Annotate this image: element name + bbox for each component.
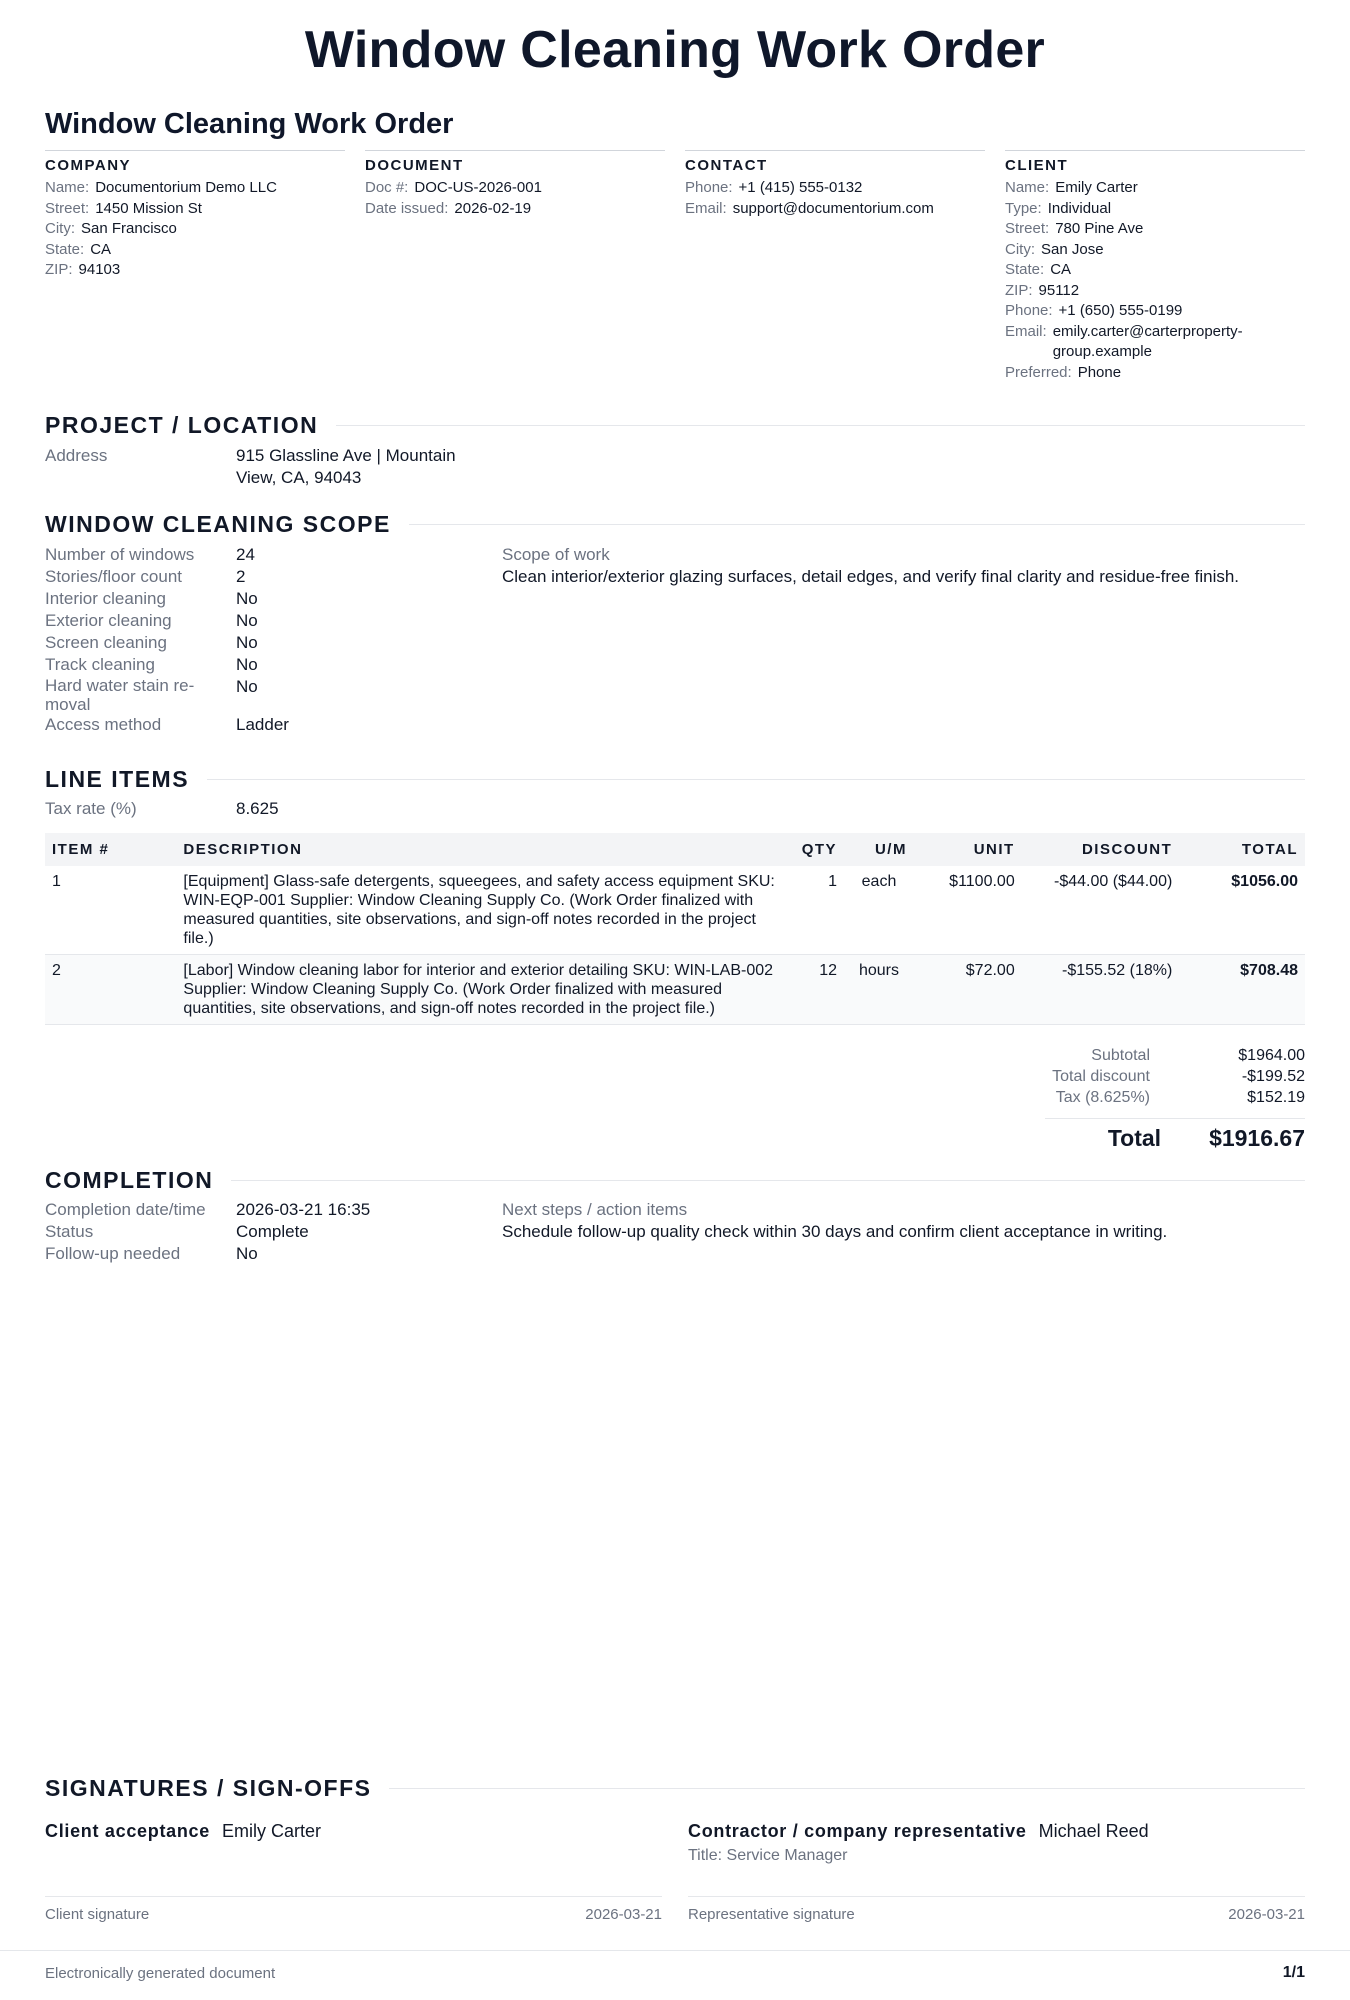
field-value: 1450 Mission St <box>95 199 202 217</box>
client-signature-block <box>45 1819 662 1929</box>
section-title: COMPLETION <box>45 1167 214 1193</box>
representative-signature-block <box>688 1819 1305 1929</box>
line-items-table <box>45 833 1305 1025</box>
subtotal-row <box>900 1045 1305 1066</box>
line-items-section-header <box>45 766 1305 793</box>
field-value: Emily Carter <box>1055 179 1138 196</box>
field-label: Access method <box>45 715 162 734</box>
client-street-row <box>1005 219 1305 240</box>
tax-rate-row <box>45 798 279 820</box>
field-value: +1 (650) 555-0199 <box>1058 302 1183 319</box>
field-label: Stories/floor count <box>45 567 183 586</box>
signatures-section-header <box>45 1775 1305 1802</box>
contact-heading: CONTACT <box>685 157 768 174</box>
scope-field-row <box>45 676 289 714</box>
client-heading: CLIENT <box>1005 157 1069 174</box>
item-discount: -$155.52 (18%) <box>1022 955 1180 1025</box>
field-label: Phone: <box>1005 302 1053 319</box>
field-value: 2 <box>236 567 246 586</box>
scope-of-work-text: Clean interior/exterior glazing surfaces, detail edges, and verify final clarity and residue-free finish. <box>502 567 1240 586</box>
contact-phone-row <box>685 178 985 199</box>
field-value: No <box>236 655 258 674</box>
item-description: [Equipment] Glass-safe detergents, squeegees, and safety access equipment SKU: WIN-EQP-001 Supplier: Window Cleaning Supply Co. (Work Order finalized with measured quantities, site observations, and sign-off notes recorded in the project file.) <box>176 866 794 955</box>
representative-label: Contractor / company representative <box>688 1821 1027 1841</box>
company-state-row <box>45 240 345 261</box>
representative-signature-line <box>688 1896 1305 1897</box>
company-street-row <box>45 199 345 220</box>
scope-of-work <box>502 544 1302 588</box>
client-acceptance-label: Client acceptance <box>45 1821 210 1841</box>
date-issued-row <box>365 199 665 220</box>
item-number: 1 <box>45 866 176 955</box>
tax-value: $152.19 <box>1247 1089 1305 1106</box>
field-value: Individual <box>1047 199 1112 217</box>
field-value: 2026-02-19 <box>454 199 532 217</box>
field-value: support@documentorium.com <box>732 199 934 217</box>
column-header-unit: UNIT <box>914 833 1022 866</box>
tax-label: Tax (8.625%) <box>1055 1089 1150 1106</box>
field-label: State: <box>1005 261 1045 278</box>
column-header-total: TOTAL <box>1179 833 1305 866</box>
project-fields <box>45 445 486 489</box>
subtotal-label: Subtotal <box>1091 1047 1150 1064</box>
field-label: City: <box>45 220 75 237</box>
field-label: Number of windows <box>45 545 195 564</box>
completion-section-header <box>45 1167 1305 1194</box>
section-title: SIGNATURES / SIGN-OFFS <box>45 1775 372 1801</box>
footer-note: Electronically generated document <box>45 1965 276 1982</box>
field-value: 780 Pine Ave <box>1055 220 1144 237</box>
field-label: Tax rate (%) <box>45 799 137 818</box>
client-zip-row <box>1005 281 1305 302</box>
field-value: No <box>236 611 258 630</box>
section-title: LINE ITEMS <box>45 766 190 792</box>
field-value: No <box>236 589 258 608</box>
field-label: Date issued: <box>365 199 449 217</box>
client-signature-date: 2026-03-21 <box>585 1906 662 1923</box>
field-label: ZIP: <box>45 261 73 278</box>
next-steps-text: Schedule follow-up quality check within 30 days and confirm client acceptance in writing. <box>502 1222 1168 1241</box>
field-label: Doc #: <box>365 179 409 196</box>
client-preferred-row <box>1005 363 1305 384</box>
field-value: No <box>236 677 258 696</box>
table-row <box>45 955 1305 1025</box>
field-label: Follow-up needed <box>45 1244 181 1263</box>
total-discount-value: -$199.52 <box>1241 1068 1305 1085</box>
table-header-row <box>45 833 1305 866</box>
field-value: CA <box>90 240 112 258</box>
field-label: Type: <box>1005 199 1042 217</box>
scope-fields <box>45 544 289 736</box>
client-signature-footer <box>45 1906 662 1923</box>
field-label: Street: <box>1005 220 1050 237</box>
field-value: No <box>236 1244 258 1263</box>
representative-signature-date: 2026-03-21 <box>1228 1906 1305 1923</box>
field-label: Status <box>45 1222 94 1241</box>
field-label: ZIP: <box>1005 281 1033 299</box>
item-unit: $1100.00 <box>914 866 1022 955</box>
field-value: 95112 <box>1038 281 1080 299</box>
address-row <box>45 445 486 489</box>
totals-block <box>900 1045 1305 1108</box>
field-label: Street: <box>45 199 90 217</box>
scope-field-row <box>45 654 289 676</box>
column-header-qty: QTY <box>795 833 844 866</box>
field-value: San Francisco <box>81 220 177 237</box>
item-um: each <box>844 866 914 955</box>
completion-fields <box>45 1199 370 1265</box>
item-number: 2 <box>45 955 176 1025</box>
field-value: 8.625 <box>236 799 279 818</box>
next-steps-label: Next steps / action items <box>502 1200 688 1219</box>
grand-total-label: Total <box>1107 1125 1162 1151</box>
field-label: Track cleaning <box>45 655 155 674</box>
column-header-description: DESCRIPTION <box>176 833 794 866</box>
field-label: State: <box>45 240 85 258</box>
column-header-item: ITEM # <box>45 833 176 866</box>
scope-field-row <box>45 632 289 654</box>
client-email-row <box>1005 322 1305 363</box>
field-label: Name: <box>1005 179 1050 196</box>
page-number: 1/1 <box>1282 1964 1305 1981</box>
field-label: Interior cleaning <box>45 589 166 608</box>
client-block <box>1005 150 1305 383</box>
field-value: Phone <box>1077 363 1122 381</box>
field-value: CA <box>1050 261 1072 278</box>
info-grid <box>45 150 1305 383</box>
client-name-row <box>1005 178 1305 199</box>
representative-signature-label: Representative signature <box>688 1906 855 1923</box>
client-phone-row <box>1005 301 1305 322</box>
field-value: San Jose <box>1041 240 1104 258</box>
field-value: 94103 <box>78 261 121 278</box>
item-qty: 1 <box>795 866 844 955</box>
document-heading: DOCUMENT <box>365 157 464 174</box>
field-label: Hard water stain re-moval <box>45 676 195 714</box>
total-discount-row <box>900 1066 1305 1087</box>
field-label: Screen cleaning <box>45 633 167 652</box>
section-title: PROJECT / LOCATION <box>45 412 319 438</box>
field-value: Complete <box>236 1222 309 1241</box>
company-city-row <box>45 219 345 240</box>
field-value: Documentorium Demo LLC <box>95 179 277 196</box>
client-state-row <box>1005 260 1305 281</box>
total-discount-label: Total discount <box>1052 1068 1150 1085</box>
scope-field-row <box>45 544 289 566</box>
field-value: emily.carter@carterproperty-group.example <box>1052 322 1243 360</box>
client-type-row <box>1005 199 1305 220</box>
scope-field-row <box>45 610 289 632</box>
field-value: +1 (415) 555-0132 <box>738 179 863 196</box>
table-row <box>45 866 1305 955</box>
main-title: Window Cleaning Work Order <box>304 21 1046 79</box>
client-acceptance-row <box>45 1819 662 1843</box>
section-divider <box>207 779 1305 780</box>
item-qty: 12 <box>795 955 844 1025</box>
company-heading: COMPANY <box>45 157 132 174</box>
representative-title: Title: Service Manager <box>688 1847 848 1864</box>
representative-name: Michael Reed <box>1038 1821 1149 1841</box>
item-total: $708.48 <box>1179 955 1305 1025</box>
field-label: Exterior cleaning <box>45 611 172 630</box>
field-label: Completion date/time <box>45 1200 206 1219</box>
client-signature-label: Client signature <box>45 1906 150 1923</box>
field-value: No <box>236 633 258 652</box>
scope-field-row <box>45 714 289 736</box>
field-label: Preferred: <box>1005 363 1072 381</box>
field-label: Address <box>45 446 108 465</box>
field-value: Ladder <box>236 715 289 734</box>
contact-block <box>685 150 985 383</box>
field-label: City: <box>1005 240 1035 258</box>
field-label: Name: <box>45 179 90 196</box>
company-block <box>45 150 345 383</box>
item-um: hours <box>844 955 914 1025</box>
field-label: Phone: <box>685 179 733 196</box>
company-name-row <box>45 178 345 199</box>
client-acceptance-name: Emily Carter <box>221 1821 321 1841</box>
company-zip-row <box>45 260 345 281</box>
subtotal-value: $1964.00 <box>1238 1047 1305 1064</box>
tax-rate-field <box>45 798 279 820</box>
column-header-discount: DISCOUNT <box>1022 833 1180 866</box>
client-city-row <box>1005 240 1305 261</box>
completion-field-row <box>45 1199 370 1221</box>
section-divider <box>389 1788 1305 1789</box>
field-label: Email: <box>685 199 727 217</box>
representative-row <box>688 1819 1305 1843</box>
section-title: WINDOW CLEANING SCOPE <box>45 511 391 537</box>
completion-field-row <box>45 1221 370 1243</box>
completion-field-row <box>45 1243 370 1265</box>
section-divider <box>409 524 1305 525</box>
contact-email-row <box>685 199 985 220</box>
scope-field-row <box>45 588 289 610</box>
field-value: 24 <box>236 545 255 564</box>
section-divider <box>336 425 1305 426</box>
item-description: [Labor] Window cleaning labor for interior and exterior detailing SKU: WIN-LAB-002 Supplier: Window Cleaning Supply Co. (Work Order finalized with measured quantities, site observations, and sign-off notes recorded in the project file.) <box>176 955 794 1025</box>
item-total: $1056.00 <box>1179 866 1305 955</box>
tax-row <box>900 1087 1305 1108</box>
representative-signature-footer <box>688 1906 1305 1923</box>
item-discount: -$44.00 ($44.00) <box>1022 866 1180 955</box>
column-header-um: U/M <box>844 833 914 866</box>
scope-of-work-label: Scope of work <box>502 545 610 564</box>
field-value: 915 Glassline Ave | Mountain View, CA, 94043 <box>236 446 456 487</box>
client-signature-line <box>45 1896 662 1897</box>
item-unit: $72.00 <box>914 955 1022 1025</box>
document-title: Window Cleaning Work Order <box>45 108 454 140</box>
scope-section-header <box>45 511 1305 538</box>
next-steps <box>502 1199 1302 1243</box>
field-label: Email: <box>1005 322 1047 340</box>
project-section-header <box>45 412 1305 439</box>
field-value: DOC-US-2026-001 <box>414 179 542 196</box>
grand-total-value: $1916.67 <box>1209 1125 1305 1151</box>
footer-divider <box>0 1950 1350 1951</box>
doc-number-row <box>365 178 665 199</box>
scope-field-row <box>45 566 289 588</box>
section-divider <box>231 1180 1305 1181</box>
field-value: 2026-03-21 16:35 <box>236 1200 371 1219</box>
document-block <box>365 150 665 383</box>
grand-total-row <box>1045 1118 1305 1152</box>
